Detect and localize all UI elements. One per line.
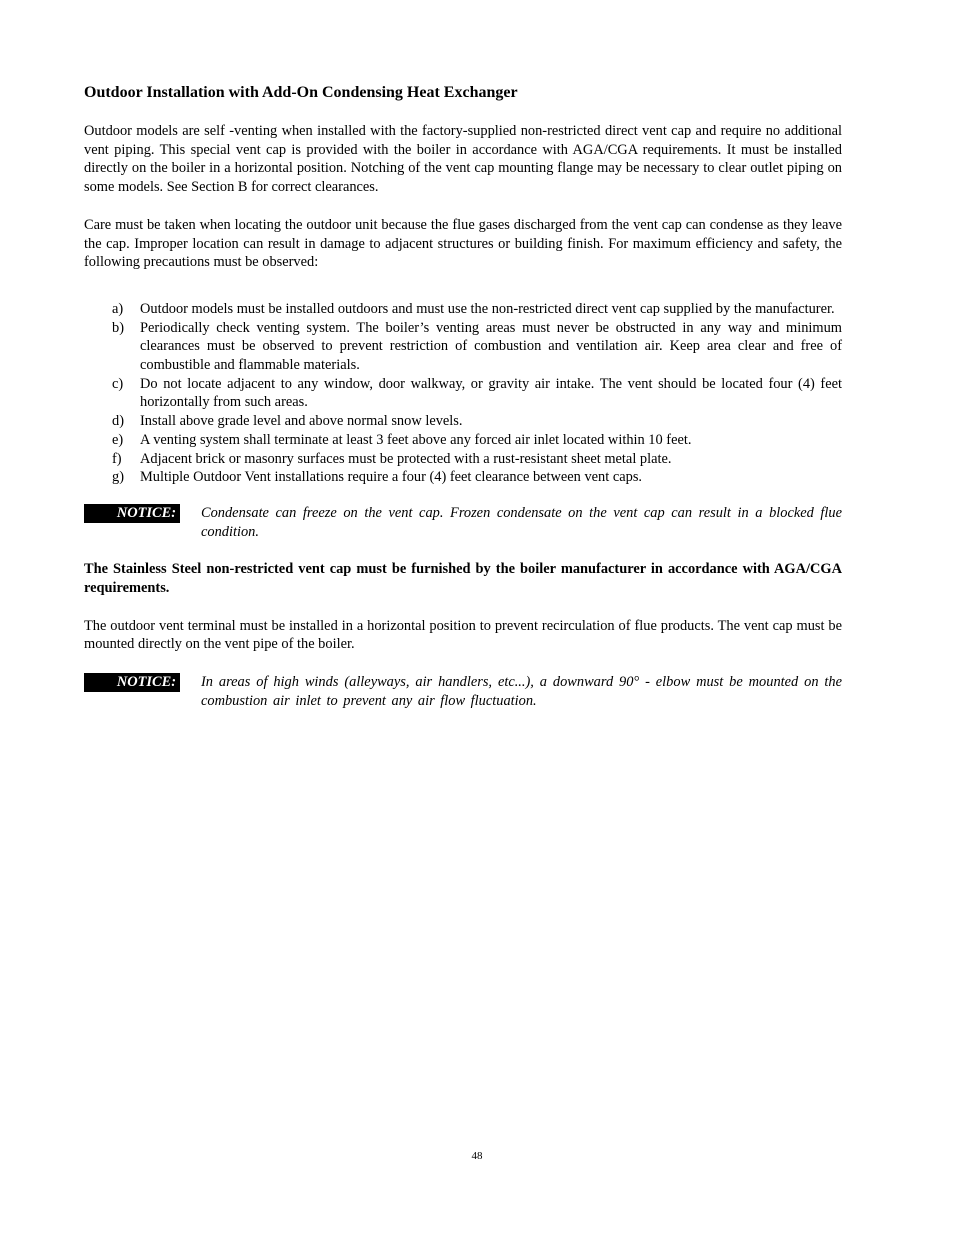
notice-condensate [84, 504, 842, 541]
notice-badge: NOTICE: [84, 504, 180, 523]
page-number: 48 [471, 1150, 483, 1162]
list-text: Adjacent brick or masonry surfaces must be protected with a rust-resistant sheet metal plate. [140, 450, 672, 467]
care-paragraph: Care must be taken when locating the outdoor unit because the flue gases discharged from the vent cap can condense as they leave the cap. Improper location can result in damage to adjacent structures or building finish. For maximum efficiency and safety, the following precautions must be observed: [84, 216, 842, 271]
list-marker: a) [112, 300, 124, 317]
list-item [84, 468, 842, 487]
intro-paragraph: Outdoor models are self -venting when installed with the factory-supplied non-restricted direct vent cap and require no additional vent piping. This special vent cap is provided with the boiler in accordance with AGA/CGA requirements. It must be installed directly on the boiler in a horizontal position. Notching of the vent cap mounting flange may be necessary to clear outlet piping on some models. See Section B for correct clearances. [84, 123, 842, 196]
notice-text: Condensate can freeze on the vent cap. Frozen condensate on the vent cap can result in a blocked flue condition. [201, 504, 842, 540]
list-marker: f) [112, 450, 122, 467]
list-marker: c) [112, 375, 124, 392]
list-text: Do not locate adjacent to any window, door walkway, or gravity air intake. The vent should be located four (4) feet horizontally from such areas. [140, 375, 842, 411]
notice-high-winds [84, 673, 842, 710]
list-text: A venting system shall terminate at least 3 feet above any forced air inlet located within 10 feet. [140, 431, 692, 448]
vent-terminal-paragraph: The outdoor vent terminal must be installed in a horizontal position to prevent recirculation of flue products. The vent cap must be mounted directly on the vent pipe of the boiler. [84, 617, 842, 653]
document-body [84, 83, 842, 730]
stainless-steel-paragraph: The Stainless Steel non-restricted vent cap must be furnished by the boiler manufacturer in accordance with AGA/CGA requirements. [84, 561, 842, 597]
list-marker: g) [112, 469, 124, 486]
precautions-list [84, 300, 842, 487]
notice-text: In areas of high winds (alleyways, air handlers, etc...), a downward 90° - elbow must be mounted on the combustion air inlet to prevent any air flow fluctuation. [201, 674, 842, 709]
list-text: Periodically check venting system. The boiler’s venting areas must never be obstructed in any way and minimum clearances must be observed to prevent restriction of combustion and ventilation air. Keep area clear and free of combustible and flammable materials. [140, 319, 842, 374]
notice-badge: NOTICE: [84, 673, 180, 692]
list-marker: d) [112, 413, 124, 430]
list-item [84, 412, 842, 431]
list-item [84, 300, 842, 319]
section-heading: Outdoor Installation with Add-On Condensing Heat Exchanger [84, 84, 518, 101]
list-item [84, 375, 842, 412]
list-text: Multiple Outdoor Vent installations require a four (4) feet clearance between vent caps. [140, 469, 643, 486]
list-text: Outdoor models must be installed outdoors and must use the non-restricted direct vent cap supplied by the manufacturer. [140, 300, 835, 317]
list-item [84, 319, 842, 375]
list-marker: e) [112, 431, 124, 448]
list-text: Install above grade level and above normal snow levels. [140, 413, 463, 430]
list-marker: b) [112, 319, 124, 336]
list-item [84, 431, 842, 450]
list-item [84, 450, 842, 469]
